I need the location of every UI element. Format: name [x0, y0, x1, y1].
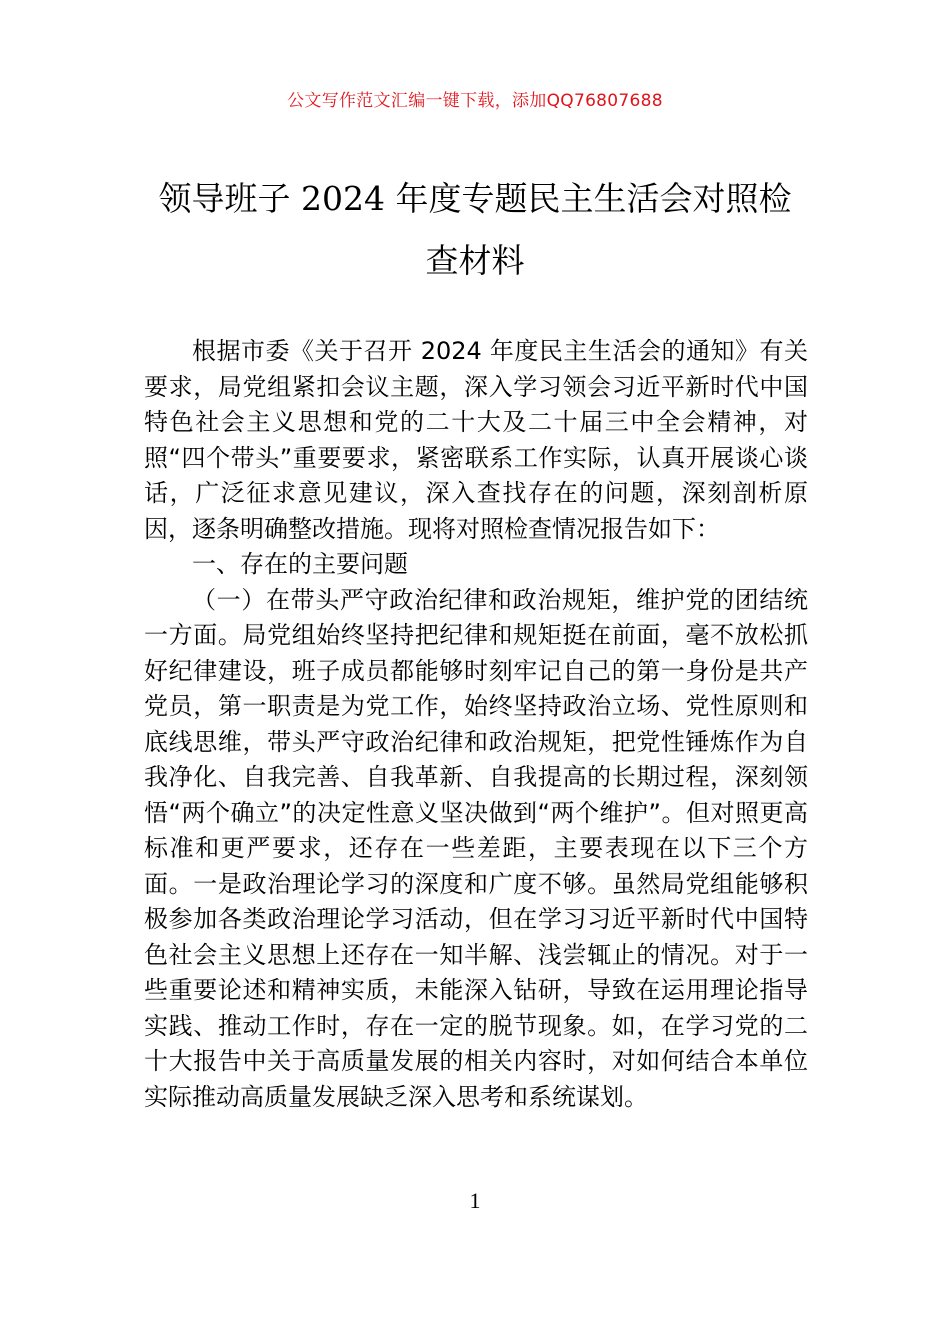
body-paragraph: （一）在带头严守政治纪律和政治规矩，维护党的团结统一方面。局党组始终坚持把纪律和规矩挺在前面，毫不放松抓好纪律建设，班子成员都能够时刻牢记自己的第一身份是共产党员，第一职责是为党工作，始终坚持政治立场、党性原则和底线思维，带头严守政治纪律和政治规矩，把党性锤炼作为自我净化、自我完善、自我革新、自我提高的长期过程，深刻领悟“两个确立”的决定性意义坚决做到“两个维护”。但对照更高标准和更严要求，还存在一些差距，主要表现在以下三个方面。一是政治理论学习的深度和广度不够。虽然局党组能够积极参加各类政治理论学习活动，但在学习习近平新时代中国特色社会主义思想上还存在一知半解、浅尝辄止的情况。对于一些重要论述和精神实质，未能深入钻研，导致在运用理论指导实践、推动工作时，存在一定的脱节现象。如，在学习党的二十大报告中关于高质量发展的相关内容时，对如何结合本单位实际推动高质量发展缺乏深入思考和系统谋划。: [144, 585, 808, 1111]
section-heading: 一、存在的主要问题: [192, 550, 408, 578]
page-number: 1: [469, 1188, 481, 1213]
title-line-2: 查材料: [425, 241, 525, 280]
intro-paragraph: 根据市委《关于召开 2024 年度民主生活会的通知》有关要求，局党组紧扣会议主题，深入学习领会习近平新时代中国特色社会主义思想和党的二十大及二十届三中全会精神，对照“四个带头”重要要求，紧密联系工作实际，认真开展谈心谈话，广泛征求意见建议，深入查找存在的问题，深刻剖析原因，逐条明确整改措施。现将对照检查情况报告如下：: [144, 337, 808, 543]
document-body: [144, 334, 808, 1115]
document-title: [130, 168, 820, 292]
download-promo-note: 公文写作范文汇编一键下载，添加QQ76807688: [287, 91, 663, 111]
title-line-1: 领导班子 2024 年度专题民主生活会对照检: [158, 179, 792, 218]
